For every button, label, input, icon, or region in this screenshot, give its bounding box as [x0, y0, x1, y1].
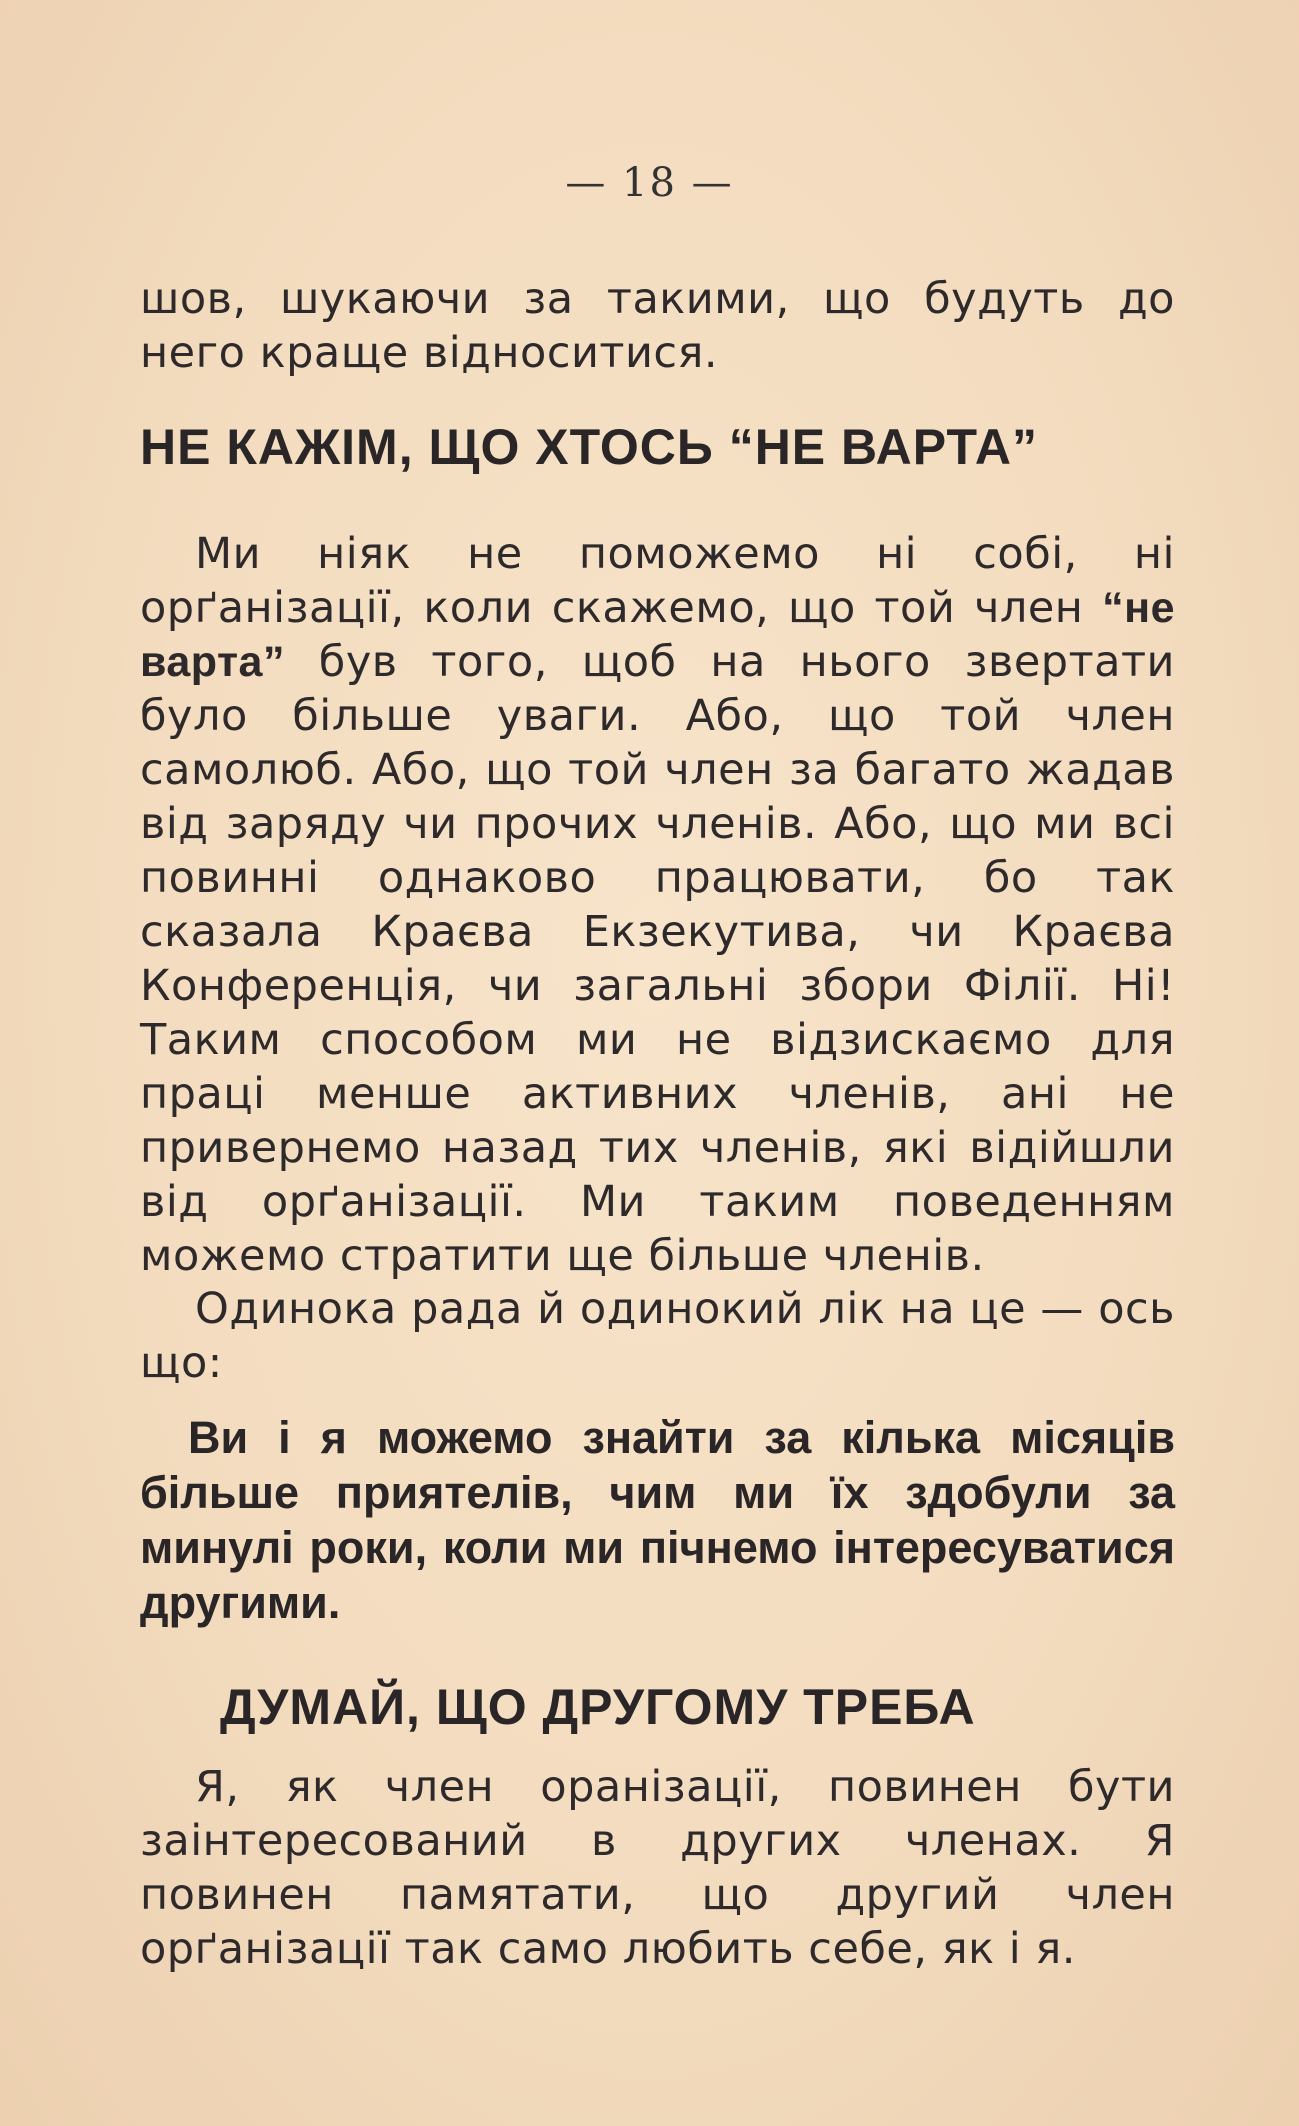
paragraph-2 — [140, 527, 1175, 1283]
paragraph-5-block — [140, 1760, 1175, 1976]
paragraph-3: Одинока рада й одинокий лік на це — ось що: — [140, 1284, 1175, 1388]
paragraph-2-after: був того, щоб на нього звертати було більше уваги. Або, що той член самолюб. Або, що той член за багато жадав від заряду чи прочих членів. Або, що ми всі повинні однаково працювати, бо так сказала Краєва Екзекутива, чи Краєва Конференція, чи загальні збори Філії. Ні! Таким способом ми не відзискаємо для праці менше активних членів, ані не привернемо назад тих членів, які відійшли від орґанізації. Ми таким поведенням можемо стратити ще більше членів. — [140, 637, 1175, 1281]
paragraph-1: шов, шукаючи за такими, що будуть до него краще відноситися. — [140, 274, 1175, 378]
paragraph-2-block — [140, 527, 1175, 1283]
section-heading-2: ДУМАЙ, ЩО ДРУГОМУ ТРЕБА — [220, 1679, 976, 1735]
paragraph-3-block — [140, 1282, 1175, 1390]
paragraph-2-before: Ми ніяк не поможемо ні собі, ні орґанізації, коли скажемо, що той член — [140, 529, 1175, 633]
section-heading-1: НЕ КАЖІМ, ЩО ХТОСЬ “НЕ ВАРТА” — [140, 419, 1038, 475]
page-number: — 18 — — [565, 160, 734, 206]
paragraph-2-bold: “не варта” — [140, 584, 1175, 686]
paragraph-continuation — [140, 272, 1175, 380]
paragraph-5: Я, як член оранізації, повинен бути заінтересований в других членах. Я повинен памятати, що другий член орґанізації так само любить себе, як і я. — [140, 1762, 1175, 1974]
paragraph-4-bold: Ви і я можемо знайти за кілька місяців більше приятелів, чим ми їх здобули за минулі роки, коли ми пічнемо інтересуватися другими. — [140, 1412, 1175, 1628]
